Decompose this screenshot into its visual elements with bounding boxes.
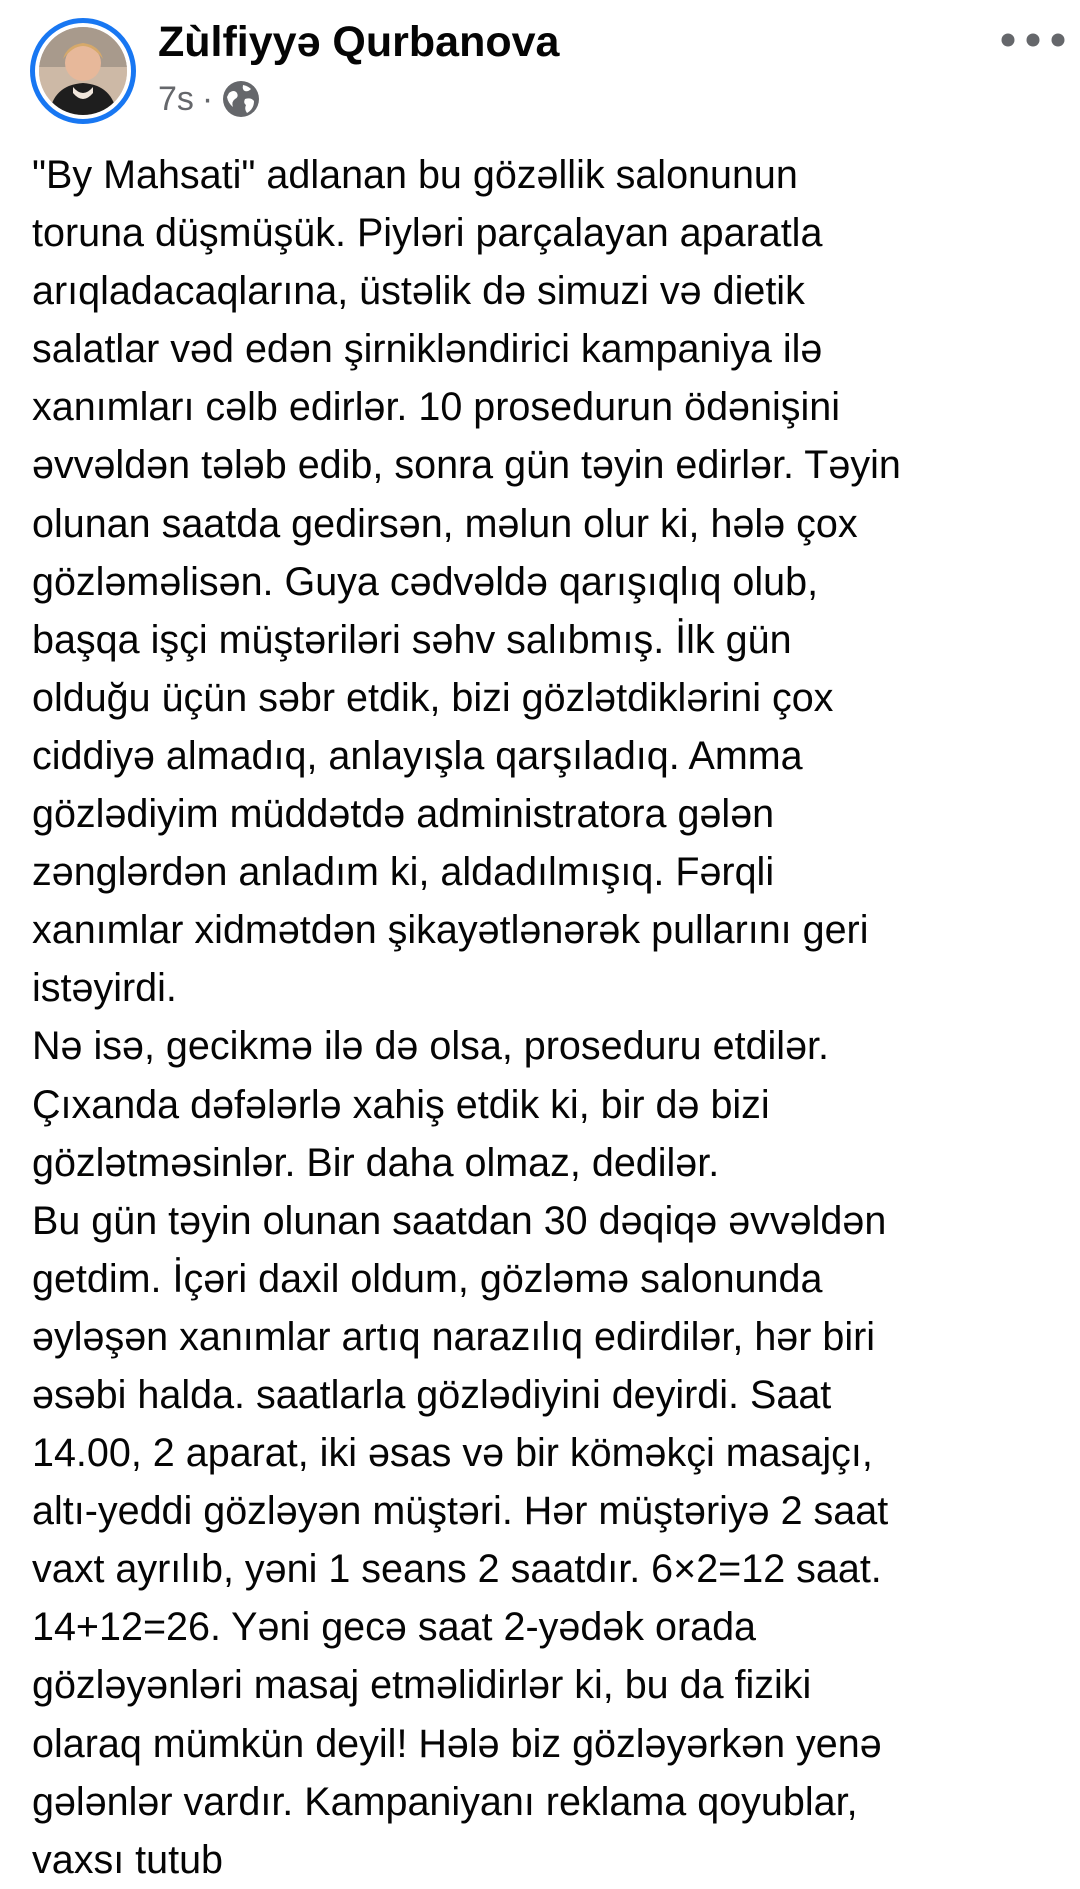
post-text-line: Bu gün təyin olunan saatdan 30 dəqiqə əvvəldən <box>32 1198 887 1243</box>
more-options-button[interactable] <box>1000 22 1066 62</box>
avatar[interactable] <box>30 18 136 124</box>
post-meta <box>158 76 261 122</box>
post-text-line: altı-yeddi gözləyən müştəri. Hər müştəriyə 2 saat <box>32 1489 889 1534</box>
post-text-line: ciddiyə almadıq, anlayışla qarşıladıq. Amma <box>32 733 803 778</box>
post-text-line: gözləyənləri masaj etməlidirlər ki, bu da fiziki <box>32 1663 812 1708</box>
post-text-line: olaraq mümkün deyil! Hələ biz gözləyərkən yenə <box>32 1721 882 1766</box>
post-text-line: gözlətməsinlər. Bir daha olmaz, dedilər. <box>32 1140 720 1185</box>
avatar-image <box>39 27 127 115</box>
post-text-line: xanımlar xidmətdən şikayətlənərək pullarını geri <box>32 908 869 953</box>
post-text-line: vaxt ayrılıb, yəni 1 seans 2 saatdır. 6×2=12 saat. <box>32 1547 882 1592</box>
meta-separator: · <box>201 79 214 118</box>
post-text-line: olunan saatda gedirsən, məlun olur ki, hələ çox <box>32 501 858 546</box>
post-text-line: getdim. İçəri daxil oldum, gözləmə salonunda <box>32 1256 823 1301</box>
post-text-line: Çıxanda dəfələrlə xahiş etdik ki, bir də bizi <box>32 1082 770 1127</box>
post-text-line: 14+12=26. Yəni gecə saat 2-yədək orada <box>32 1605 756 1650</box>
post-text-line: gözlədiyim müddətdə administratora gələn <box>32 792 775 837</box>
post-text-line: gələnlər vardır. Kampaniyanı reklama qoyublar, <box>32 1779 858 1824</box>
post-text-line: əsəbi halda. saatlarla gözlədiyini deyirdi. Saat <box>32 1372 832 1417</box>
author-name[interactable]: Zùlfiyyə Qurbanova <box>158 18 560 66</box>
post-header <box>0 0 1080 140</box>
post-text <box>32 146 1062 1889</box>
post-text-line: başqa işçi müştəriləri səhv salıbmış. İlk gün <box>32 617 792 662</box>
post-text-line: "By Mahsati" adlanan bu gözəllik salonunun <box>32 153 798 197</box>
post-text-line: əvvəldən tələb edib, sonra gün təyin edirlər. Təyin <box>32 443 901 488</box>
avatar-photo <box>39 27 127 115</box>
post-time[interactable]: 7s <box>158 79 194 118</box>
more-options-icon <box>1000 32 1066 53</box>
post-text-line: gözləməlisən. Guya cədvəldə qarışıqlıq olub, <box>32 559 819 604</box>
post-text-line: salatlar vəd edən şirnikləndirici kampaniya ilə <box>32 327 823 372</box>
post-text-line: istəyirdi. <box>32 966 177 1011</box>
post-text-line: vaxsı tutub <box>32 1837 224 1882</box>
globe-icon <box>221 79 261 119</box>
post-text-line: toruna düşmüşük. Piyləri parçalayan aparatla <box>32 211 823 256</box>
post-text-line: Nə isə, gecikmə ilə də olsa, proseduru etdilər. <box>32 1024 830 1069</box>
post-text-line: əyləşən xanımlar artıq narazılıq edirdilər, hər biri <box>32 1314 876 1359</box>
post-text-line: 14.00, 2 aparat, iki əsas və bir köməkçi masajçı, <box>32 1431 873 1476</box>
post-text-line: zənglərdən anladım ki, aldadılmışıq. Fərqli <box>32 850 775 895</box>
post-text-line: arıqladacaqlarına, üstəlik də simuzi və dietik <box>32 269 805 314</box>
post-text-line: xanımları cəlb edirlər. 10 prosedurun ödənişini <box>32 385 841 430</box>
post-text-line: olduğu üçün səbr etdik, bizi gözlətdiklərini çox <box>32 675 834 720</box>
